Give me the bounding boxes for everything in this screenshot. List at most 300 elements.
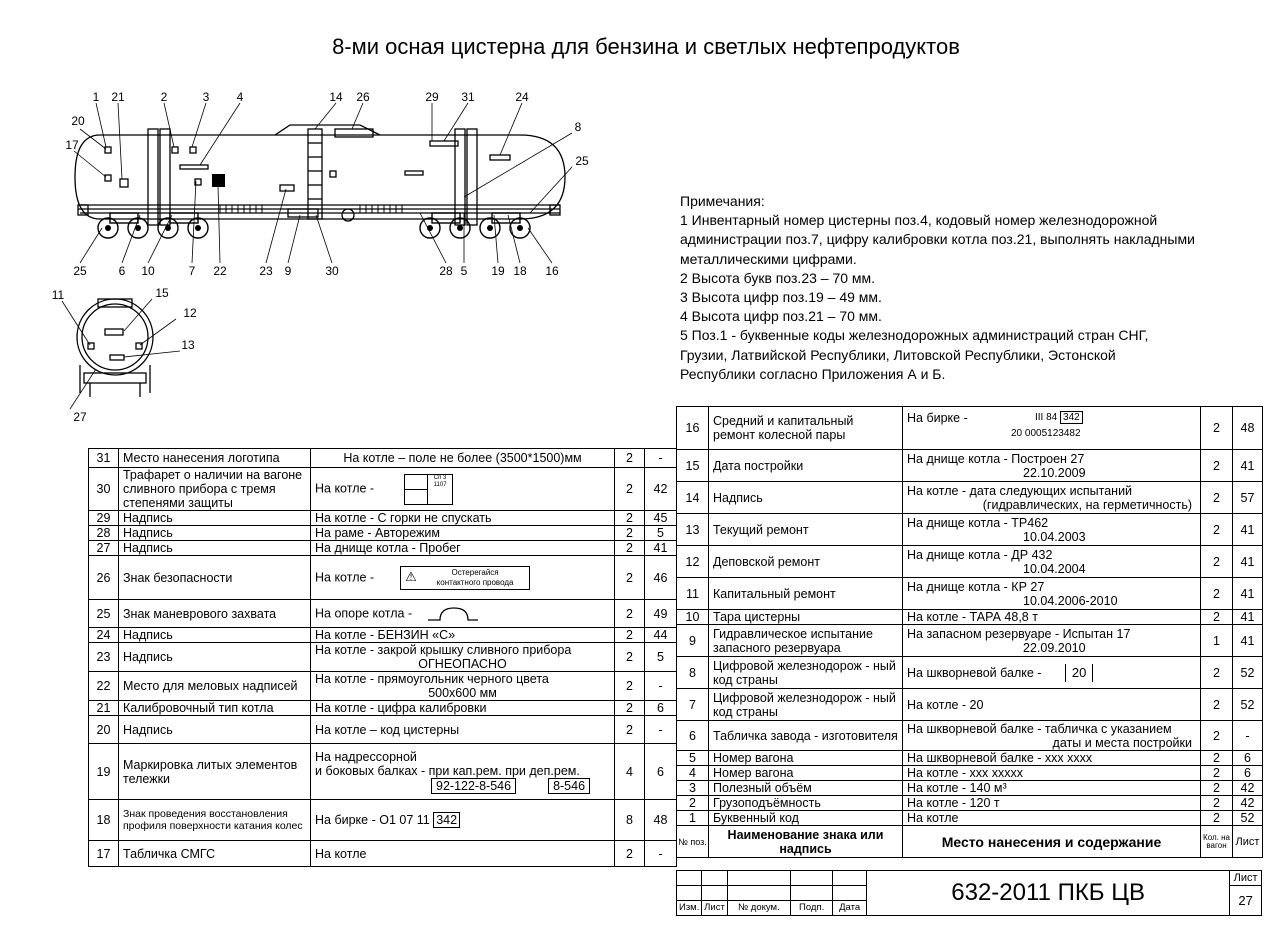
row-qty — [1201, 625, 1233, 657]
cell-text: 5 — [689, 751, 696, 765]
cell-text: 2 — [689, 796, 696, 810]
row-place — [903, 514, 1201, 546]
callout-label: 10 — [141, 264, 155, 278]
row-place — [903, 546, 1201, 578]
cell-text: 15 — [685, 458, 700, 473]
table-row — [677, 657, 1263, 689]
cell-text: 2 — [1213, 458, 1220, 473]
cell-text: 13 — [685, 522, 700, 537]
stamp-izm: Изм. — [677, 901, 702, 916]
row-sheet — [645, 600, 677, 628]
row-name — [119, 701, 311, 716]
cell-text: 2 — [1213, 610, 1220, 624]
notes-line: 4 Высота цифр поз.21 – 70 мм. — [680, 308, 882, 325]
row-name — [709, 578, 903, 610]
row-place — [903, 751, 1201, 766]
row-sheet — [645, 628, 677, 643]
row-number — [89, 468, 119, 511]
cell-text: 26 — [96, 570, 111, 585]
cell-text: 6 — [689, 728, 696, 743]
cell-text: Остерегайся — [451, 567, 499, 577]
row-name — [119, 556, 311, 600]
cell-text: 2 — [1213, 586, 1220, 601]
notes-line: 2 Высота букв поз.23 – 70 мм. — [680, 269, 876, 286]
row-number — [677, 689, 709, 721]
row-number — [89, 556, 119, 600]
callout-label: 23 — [259, 264, 273, 278]
row-name — [709, 766, 903, 781]
row-sheet — [1233, 751, 1263, 766]
row-qty — [615, 468, 645, 511]
cell-text: 2 — [626, 679, 633, 693]
row-name — [709, 514, 903, 546]
table-row — [89, 800, 677, 841]
cell-text: Кол. на вагон — [1203, 832, 1230, 850]
callout-label: 12 — [183, 306, 197, 320]
cell-text: 45 — [653, 511, 668, 525]
table-row — [677, 766, 1263, 781]
cell-text: На днище котла - ДР 432 — [907, 547, 1053, 562]
row-qty — [1201, 796, 1233, 811]
cell-text: ОГНЕОПАСНО — [418, 657, 507, 671]
cell-text: Надпись — [123, 628, 173, 642]
cell-text: 5 — [657, 526, 664, 540]
cell-text: Буквенный код — [713, 811, 799, 825]
row-qty — [1201, 721, 1233, 751]
cell-text: 2 — [626, 541, 633, 555]
cell-text: - — [658, 846, 663, 861]
row-place — [311, 716, 615, 744]
notes-line: Грузии, Латвийской Республики, Литовской Республики, Эстонской — [680, 346, 1116, 363]
row-place — [311, 541, 615, 556]
notes-line: 1 Инвентарный номер цистерны поз.4, кодовый номер железнодорожной — [680, 212, 1158, 229]
row-sheet — [1233, 689, 1263, 721]
row-sheet — [1233, 450, 1263, 482]
row-number — [677, 482, 709, 514]
cell-text: III 84 — [1035, 412, 1058, 423]
row-qty — [1201, 482, 1233, 514]
cell-text: Наименование знака или надпись — [727, 827, 884, 856]
cell-text: - — [658, 679, 663, 693]
row-number — [89, 600, 119, 628]
row-qty — [615, 600, 645, 628]
cell-text: 27 — [96, 541, 111, 555]
row-name — [709, 407, 903, 450]
cell-text: 31 — [96, 451, 111, 465]
row-qty — [1201, 450, 1233, 482]
row-name — [119, 600, 311, 628]
table-row — [89, 449, 677, 468]
cell-text: Калибровочный тип котла — [123, 701, 274, 715]
cell-text: 44 — [653, 628, 668, 642]
callout-label: 19 — [491, 264, 505, 278]
cell-text: Табличка СМГС — [123, 846, 216, 861]
tank-car-side-view — [60, 85, 620, 285]
row-qty — [1201, 811, 1233, 826]
cell-text: На котле - прямоугольник черного цвета — [315, 672, 549, 686]
row-number — [677, 610, 709, 625]
row-name — [709, 751, 903, 766]
notes — [680, 192, 1195, 384]
row-qty — [1201, 546, 1233, 578]
notes-line: металлическими цифрами. — [680, 250, 857, 267]
row-name — [119, 841, 311, 867]
callout-label: 2 — [160, 90, 168, 104]
row-place — [311, 701, 615, 716]
marking-table-right — [676, 406, 1263, 858]
cell-text: 4 — [689, 766, 696, 780]
row-place — [903, 657, 1201, 689]
table-row — [677, 625, 1263, 657]
cell-text: На котле – поле не более (3500*1500)мм — [343, 451, 582, 465]
cell-text: На котле - — [315, 481, 375, 496]
cell-text: 2 — [1213, 751, 1220, 765]
row-sheet — [1233, 546, 1263, 578]
cell-text: 1 — [1213, 633, 1220, 648]
table-row — [677, 751, 1263, 766]
cell-text: 42 — [653, 482, 668, 496]
cell-text: 52 — [1240, 697, 1255, 712]
row-place — [311, 643, 615, 672]
cell-text: 57 — [1240, 490, 1255, 505]
row-name — [119, 449, 311, 468]
cell-text: контактного провода — [436, 577, 514, 587]
cell-text: На котле - ТАРА 48,8 т — [907, 610, 1038, 624]
cell-text: 12 — [685, 554, 700, 569]
row-qty — [1201, 578, 1233, 610]
table-row — [89, 468, 677, 511]
cell-text: На опоре котла - — [315, 605, 413, 620]
cell-text: Полезный объём — [713, 781, 812, 795]
row-sheet — [645, 526, 677, 541]
drawing-title: 8-ми осная цистерна для бензина и светлых нефтепродуктов — [332, 34, 960, 59]
row-place — [903, 450, 1201, 482]
row-number — [89, 541, 119, 556]
cell-text: 14 — [685, 490, 700, 505]
cell-text: 2 — [626, 701, 633, 715]
cell-text: На днище котла - Пробег — [315, 541, 461, 555]
row-qty — [615, 701, 645, 716]
cell-text: (гидравлических, на герметичность) — [982, 497, 1192, 512]
cell-text: Надпись — [713, 490, 763, 505]
header-number — [677, 826, 709, 858]
row-sheet — [1233, 781, 1263, 796]
row-sheet — [645, 672, 677, 701]
cell-text: 6 — [657, 764, 664, 779]
row-qty — [615, 628, 645, 643]
row-name — [119, 744, 311, 800]
cell-text: 24 — [96, 628, 111, 642]
cell-text: Грузоподъёмность — [713, 796, 821, 810]
table-header — [677, 826, 1263, 858]
row-place — [903, 766, 1201, 781]
cell-text: На днище котла - ТР462 — [907, 515, 1049, 530]
cell-text: даты и места постройки — [1052, 735, 1192, 750]
cell-text: На котле - дата следующих испытаний — [907, 483, 1133, 498]
cell-text: Место для меловых надписей — [123, 679, 298, 693]
cell-text: 2 — [1213, 490, 1220, 505]
cell-text: 342 — [436, 813, 458, 827]
row-place — [903, 781, 1201, 796]
callout-label: 6 — [118, 264, 126, 278]
row-sheet — [1233, 610, 1263, 625]
header-name — [709, 826, 903, 858]
cell-text: 2 — [1213, 781, 1220, 795]
cell-text: 20 — [1071, 664, 1087, 680]
cell-text: 52 — [1240, 811, 1255, 825]
table-row — [89, 701, 677, 716]
cell-text: Надпись — [123, 650, 173, 664]
document-code: 632-2011 ПКБ ЦВ — [867, 871, 1230, 916]
cell-text: Тара цистерны — [713, 610, 801, 624]
tank-car-end-view — [40, 285, 220, 435]
cell-text: На котле - 140 м³ — [907, 781, 1007, 795]
header-sheet — [1233, 826, 1263, 858]
cell-text: 22 — [96, 679, 111, 693]
callout-label: 7 — [188, 264, 196, 278]
row-sheet — [1233, 811, 1263, 826]
notes-line: 5 Поз.1 - буквенные коды железнодорожных администраций стран СНГ, — [680, 327, 1149, 344]
cell-text: Цифровой железнодорож - ный код страны — [713, 658, 896, 687]
table-row — [89, 672, 677, 701]
callout-label: 16 — [545, 264, 559, 278]
callout-label: 8 — [574, 120, 582, 134]
cell-text: Надпись — [123, 722, 173, 737]
notes-line: 3 Высота цифр поз.19 – 49 мм. — [680, 289, 882, 306]
table-row — [89, 511, 677, 526]
cell-text: 25 — [96, 606, 111, 621]
cell-text: 2 — [1213, 421, 1220, 435]
row-sheet — [645, 716, 677, 744]
cell-text: На запасном резервуаре - Испытан 17 — [907, 626, 1131, 641]
cell-text: На днище котла - Построен 27 — [907, 451, 1085, 466]
cell-text: Номер вагона — [713, 751, 794, 765]
cell-text: 41 — [1240, 554, 1255, 569]
row-qty — [615, 744, 645, 800]
row-number — [89, 449, 119, 468]
table-row — [677, 689, 1263, 721]
row-name — [709, 689, 903, 721]
table-row — [677, 610, 1263, 625]
cell-text: На котле - цифра калибровки — [315, 701, 487, 715]
table-row — [89, 716, 677, 744]
cell-text: 4 — [626, 764, 633, 779]
row-sheet — [1233, 514, 1263, 546]
row-sheet — [645, 701, 677, 716]
cell-text: Дата постройки — [713, 458, 804, 473]
callout-label: 29 — [425, 90, 439, 104]
row-number — [89, 628, 119, 643]
cell-text: 2 — [1213, 522, 1220, 537]
row-place — [903, 625, 1201, 657]
cell-text: 41 — [1240, 522, 1255, 537]
cell-text: Надпись — [123, 526, 173, 540]
cell-text: 49 — [653, 606, 668, 621]
callout-label: 27 — [73, 410, 87, 424]
cell-text: 6 — [1244, 766, 1251, 780]
row-number — [89, 643, 119, 672]
cell-text: 342 — [1063, 412, 1080, 423]
cell-text: 2 — [1213, 665, 1220, 680]
hook-sign-icon — [428, 606, 478, 622]
cell-text: Капитальный ремонт — [713, 586, 836, 601]
table-row — [677, 482, 1263, 514]
cell-text: 22.09.2010 — [1023, 640, 1086, 655]
cell-text: На котле - — [315, 569, 375, 584]
row-sheet — [1233, 578, 1263, 610]
warning-icon: ⚠ — [405, 568, 417, 584]
cell-text: 23 — [96, 650, 111, 664]
row-place — [903, 796, 1201, 811]
cell-text: На днище котла - КР 27 — [907, 579, 1045, 594]
cell-text: 8 — [626, 813, 633, 827]
table-row — [89, 541, 677, 556]
row-qty — [615, 556, 645, 600]
cell-text: На шкворневой балке - ххх хххх — [907, 751, 1093, 765]
cell-text: Знак маневрового захвата — [123, 606, 277, 621]
row-sheet — [645, 744, 677, 800]
row-sheet — [1233, 657, 1263, 689]
row-name — [709, 625, 903, 657]
cell-text: 6 — [1244, 751, 1251, 765]
cell-text: На котле - ххх ххххх — [907, 766, 1024, 780]
row-number — [677, 625, 709, 657]
row-sheet — [1233, 625, 1263, 657]
row-number — [677, 766, 709, 781]
cell-text: Текущий ремонт — [713, 522, 809, 537]
row-number — [677, 578, 709, 610]
cell-text: 41 — [653, 541, 668, 555]
cell-text: 8 — [689, 665, 696, 680]
cell-text: 5 — [657, 650, 664, 664]
row-qty — [615, 511, 645, 526]
row-number — [677, 657, 709, 689]
header-place — [903, 826, 1201, 858]
row-sheet — [1233, 796, 1263, 811]
cell-text: 10.04.2003 — [1023, 529, 1086, 544]
cell-text: На котле - БЕНЗИН «С» — [315, 628, 456, 642]
row-sheet — [645, 841, 677, 867]
cell-text: Средний и капитальный ремонт колесной пары — [713, 414, 854, 442]
row-place — [903, 407, 1201, 450]
row-name — [709, 781, 903, 796]
row-place — [311, 744, 615, 800]
cell-text: 2 — [626, 628, 633, 642]
cell-text: Гидравлическое испытание запасного резервуара — [713, 626, 873, 655]
cell-text: 10.04.2004 — [1023, 561, 1086, 576]
cell-text: На котле - 20 — [907, 697, 984, 712]
row-number — [677, 751, 709, 766]
callout-label: 25 — [575, 154, 589, 168]
row-place — [311, 672, 615, 701]
row-number — [89, 716, 119, 744]
row-name — [119, 800, 311, 841]
row-number — [677, 721, 709, 751]
row-qty — [615, 672, 645, 701]
cell-text: На надрессорной — [315, 749, 417, 764]
row-number — [89, 841, 119, 867]
cell-text: 19 — [96, 764, 111, 779]
callout-label: 20 — [71, 114, 85, 128]
cell-text: 11 — [686, 586, 699, 601]
row-qty — [615, 716, 645, 744]
row-place — [311, 600, 615, 628]
cell-text: 28 — [96, 526, 111, 540]
row-sheet — [1233, 721, 1263, 751]
row-name — [709, 721, 903, 751]
callout-label: 18 — [513, 264, 527, 278]
row-qty — [1201, 766, 1233, 781]
cell-text: Трафарет о наличии на вагоне сливного прибора с тремя степенями защиты — [123, 468, 303, 510]
row-sheet — [1233, 766, 1263, 781]
cell-text: 41 — [1240, 610, 1255, 624]
row-number — [677, 811, 709, 826]
row-number — [677, 546, 709, 578]
cell-text: 2 — [626, 511, 633, 525]
row-place — [311, 841, 615, 867]
row-place — [311, 800, 615, 841]
row-qty — [1201, 689, 1233, 721]
table-row — [89, 556, 677, 600]
cell-text: На котле – код цистерны — [315, 722, 460, 737]
callout-label: 14 — [329, 90, 343, 104]
cell-text: 17 — [96, 846, 111, 861]
cell-text: 8-546 — [553, 778, 586, 793]
row-sheet — [645, 541, 677, 556]
cell-text: На бирке - О1 07 11 — [315, 813, 430, 827]
row-qty — [615, 643, 645, 672]
cell-text: 9 — [689, 633, 696, 648]
table-row — [677, 450, 1263, 482]
row-place — [903, 482, 1201, 514]
cell-text: 46 — [653, 570, 668, 585]
cell-text: 2 — [1213, 811, 1220, 825]
cell-text: 22.10.2009 — [1023, 465, 1086, 480]
callout-label: 24 — [515, 90, 529, 104]
table-row — [89, 841, 677, 867]
cell-text: 48 — [653, 813, 668, 827]
cell-text: 18 — [96, 813, 111, 827]
cell-text: На шкворневой балке - табличка с указанием — [907, 721, 1172, 736]
sheet-number: 27 — [1230, 886, 1262, 916]
row-name — [119, 541, 311, 556]
callout-label: 28 — [439, 264, 453, 278]
row-number — [677, 407, 709, 450]
cell-text: 2 — [626, 846, 633, 861]
cell-text: На котле - закрой крышку сливного прибора — [315, 643, 572, 657]
row-place — [311, 556, 615, 600]
table-row — [677, 578, 1263, 610]
cell-text: На шкворневой балке - — [907, 665, 1042, 680]
cell-text: 10.04.2006-2010 — [1023, 593, 1118, 608]
table-row — [677, 811, 1263, 826]
cell-text: 2 — [626, 526, 633, 540]
row-sheet — [645, 800, 677, 841]
cell-text: Номер вагона — [713, 766, 794, 780]
cell-text: Цифровой железнодорож - ный код страны — [713, 690, 896, 719]
row-number — [677, 781, 709, 796]
callout-label: 5 — [460, 264, 468, 278]
row-name — [709, 450, 903, 482]
callout-label: 17 — [65, 138, 79, 152]
cell-text: 30 — [96, 482, 111, 496]
callout-label: 15 — [155, 286, 169, 300]
row-place — [903, 578, 1201, 610]
row-qty — [615, 541, 645, 556]
cell-text: На бирке - — [907, 411, 968, 425]
cell-text: 1107 — [433, 482, 447, 488]
cell-text: 48 — [1240, 421, 1255, 435]
